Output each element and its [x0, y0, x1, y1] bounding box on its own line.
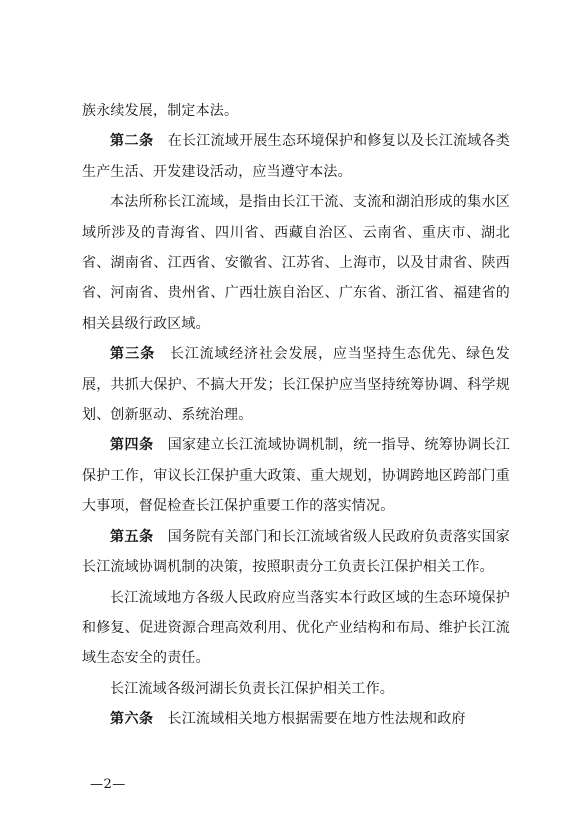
paragraph-local-government [82, 583, 510, 674]
paragraph-article-5 [82, 522, 510, 583]
paragraph-text: 族永续发展，制定本法。 [82, 103, 239, 119]
paragraph-text: 国务院有关部门和长江流域省级人民政府负责落实国家长江流域协调机制的决策，按照职责分工负责长江保护相关工作。 [82, 528, 510, 576]
paragraph-continuation [82, 96, 510, 126]
paragraph-text: 长江流域地方各级人民政府应当落实本行政区域的生态环境保护和修复、促进资源合理高效利用、优化产业结构和布局、维护长江流域生态安全的责任。 [82, 589, 510, 667]
article-heading: 第五条 [110, 528, 154, 545]
paragraph-text: 国家建立长江流域协调机制，统一指导、统筹协调长江保护工作，审议长江保护重大政策、重大规划，协调跨地区跨部门重大事项，督促检查长江保护重要工作的落实情况。 [82, 437, 510, 515]
article-heading: 第三条 [110, 346, 156, 363]
paragraph-article-6 [82, 704, 510, 734]
article-heading: 第四条 [110, 437, 154, 454]
page-number: —2— [90, 777, 126, 792]
paragraph-article-2 [82, 126, 510, 187]
paragraph-text: 长江流域各级河湖长负责长江保护相关工作。 [110, 680, 394, 697]
article-heading: 第六条 [110, 711, 154, 728]
document-body [82, 96, 510, 735]
paragraph-article-4 [82, 430, 510, 521]
paragraph-text: 长江流域相关地方根据需要在地方性法规和政府 [167, 711, 466, 728]
paragraph-text: 本法所称长江流域，是指由长江干流、支流和湖泊形成的集水区域所涉及的青海省、四川省、西藏自治区、云南省、重庆市、湖北省、湖南省、江西省、安徽省、江苏省、上海市，以及甘肃省、陕西省、河南省、贵州省、广西壮族自治区、广东省、浙江省、福建省的相关县级行政区域。 [82, 194, 510, 332]
article-heading: 第二条 [110, 133, 154, 150]
paragraph-river-chiefs [82, 674, 510, 704]
paragraph-text: 在长江流域开展生态环境保护和修复以及长江流域各类生产生活、开发建设活动，应当遵守本法。 [82, 133, 510, 180]
paragraph-text: 长江流域经济社会发展，应当坚持生态优先、绿色发展，共抓大保护、不搞大开发；长江保护应当坚持统筹协调、科学规划、创新驱动、系统治理。 [82, 346, 510, 424]
paragraph-article-3 [82, 339, 510, 430]
paragraph-scope-definition [82, 187, 510, 339]
